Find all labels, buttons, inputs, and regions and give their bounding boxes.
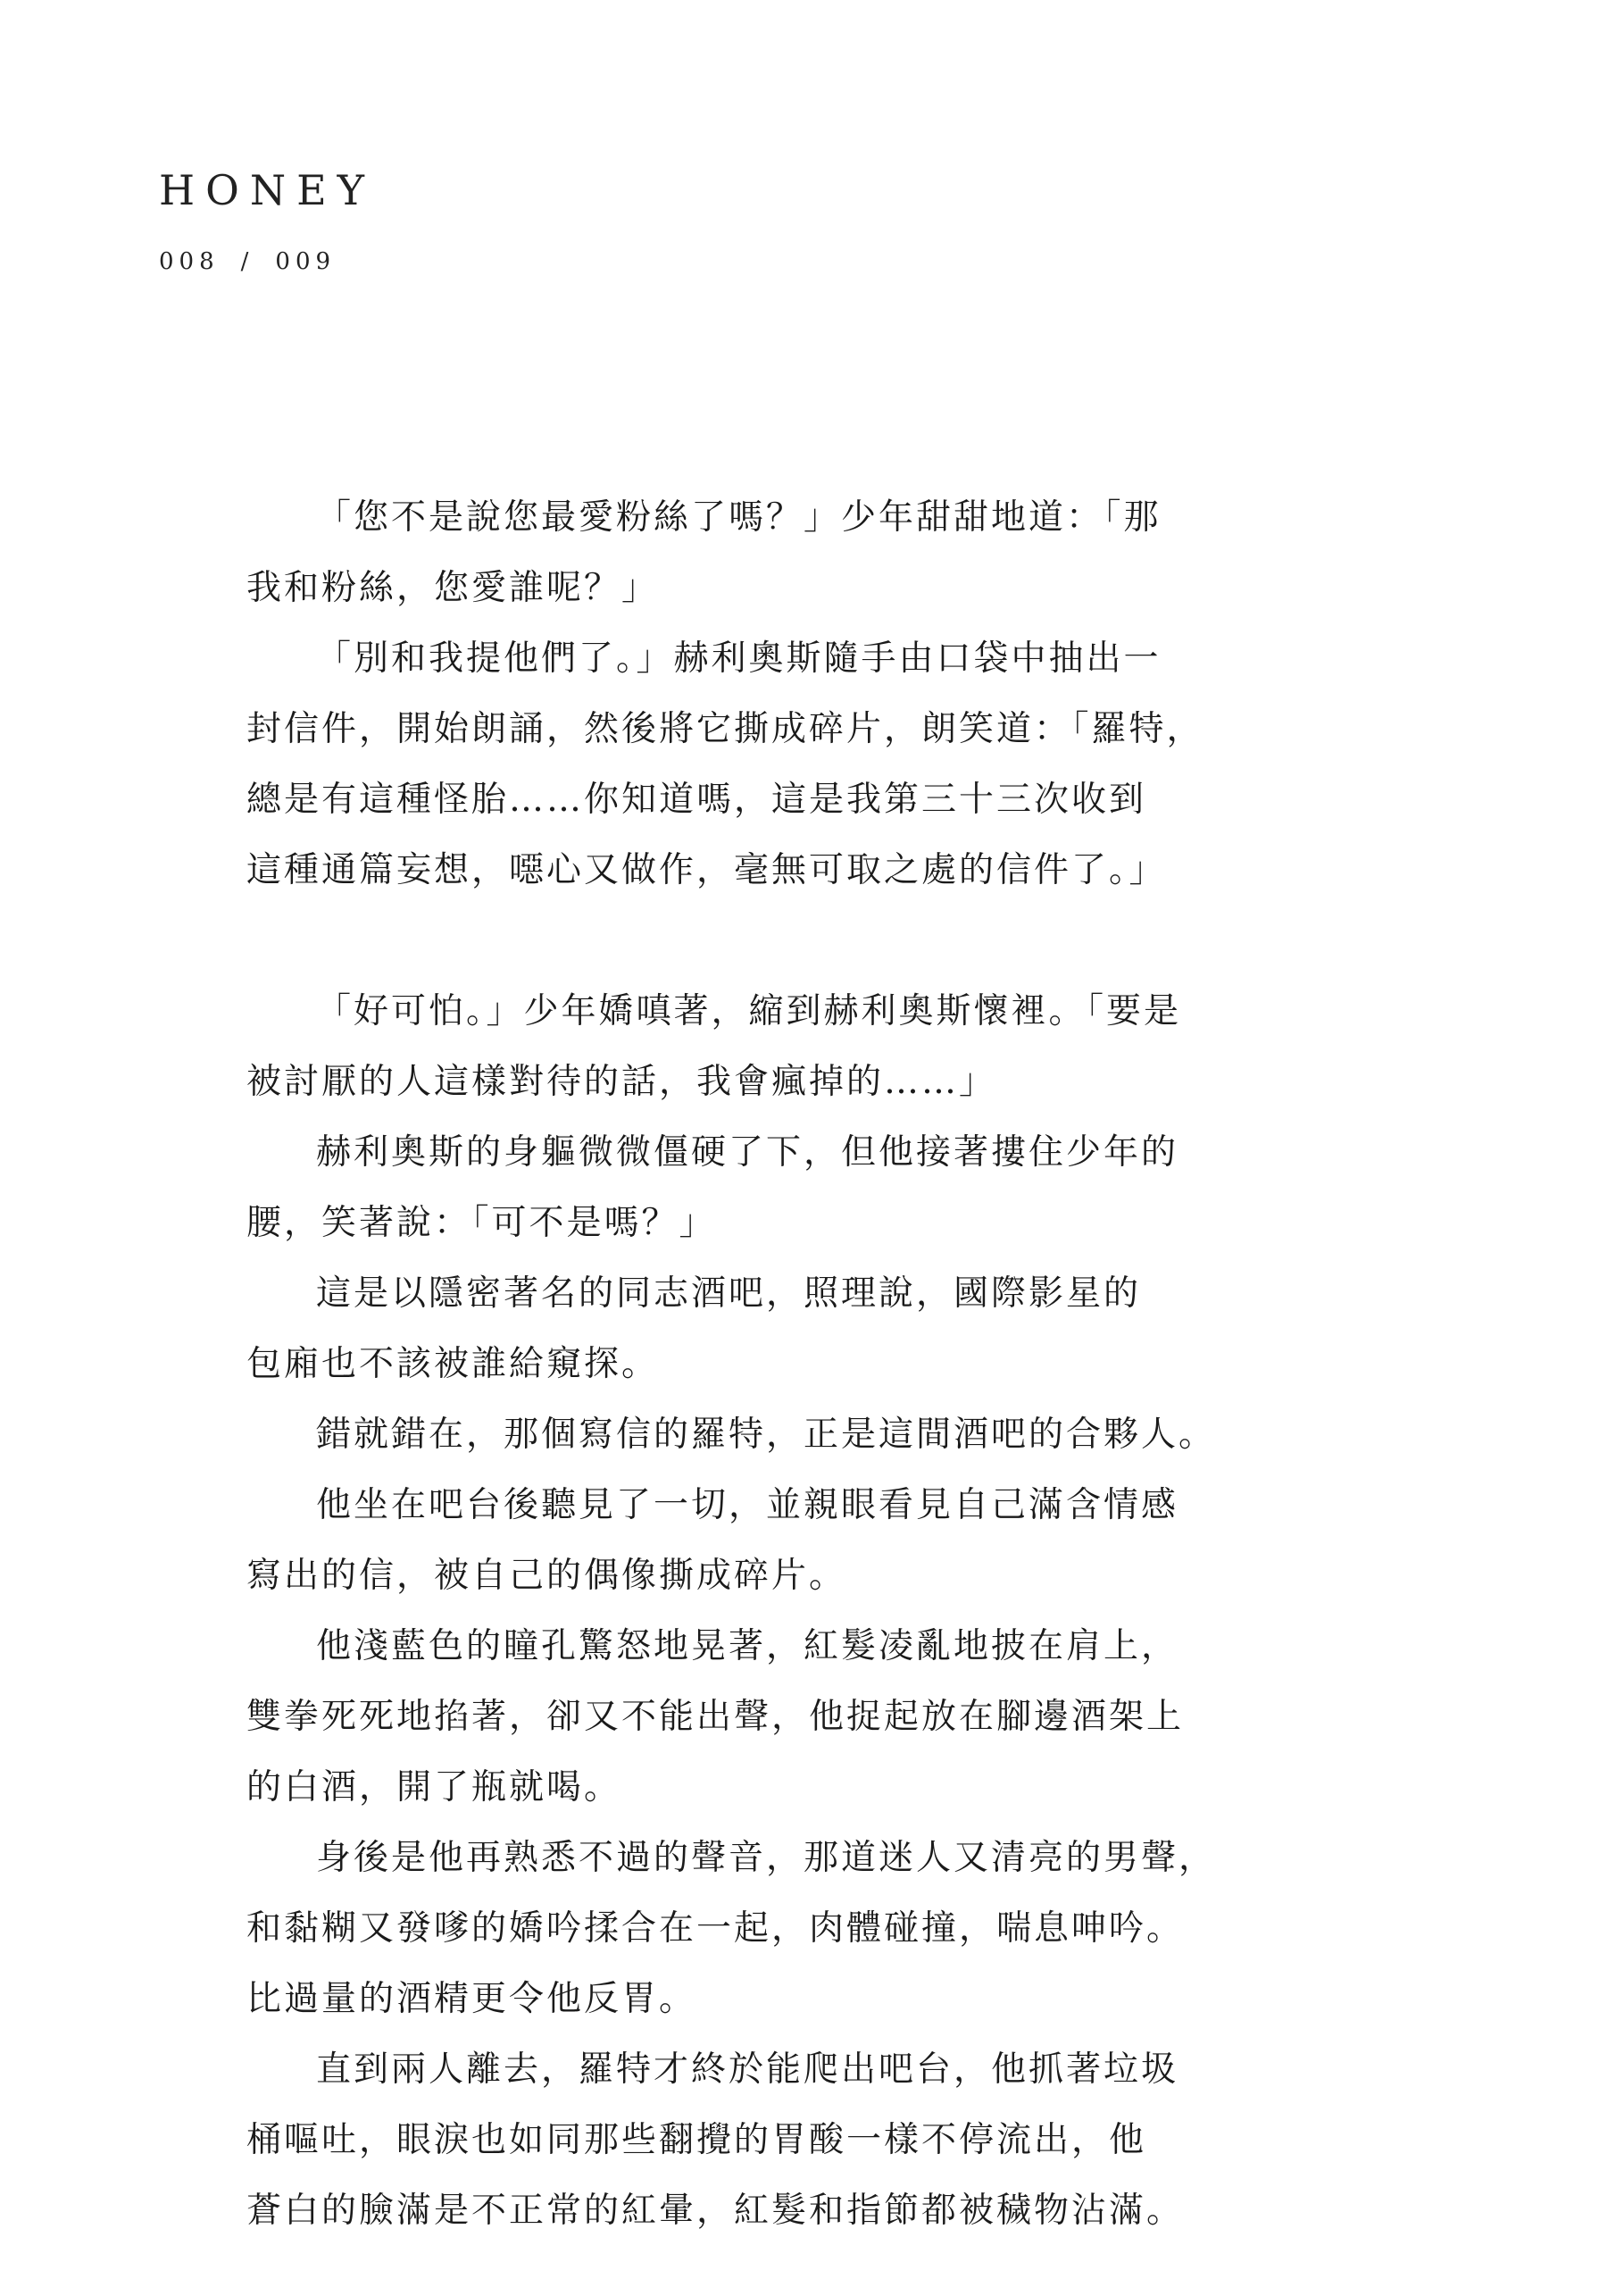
paragraph: 身後是他再熟悉不過的聲音，那道迷人又清亮的男聲， 和黏糊又發嗲的嬌吟揉合在一起，肉體碰撞，喘息呻吟。 比過量的酒精更令他反胃。 [246,1838,1217,2019]
paragraph: 錯就錯在，那個寫信的羅特，正是這間酒吧的合夥人。 [316,1415,1217,1455]
page-number-separator: / [240,248,254,275]
running-header [159,166,376,275]
paragraph: 他淺藍色的瞳孔驚怒地晃著，紅髮凌亂地披在肩上， 雙拳死死地掐著，卻又不能出聲，他捉起放在腳邊酒架上 的白酒，開了瓶就喝。 [246,1626,1185,1807]
page-number-left: 008 [159,248,220,275]
paragraph: 直到兩人離去，羅特才終於能爬出吧台，他抓著垃圾 桶嘔吐，眼淚也如同那些翻攪的胃酸一樣不停流出，他 蒼白的臉滿是不正常的紅暈，紅髮和指節都被穢物沾滿。 [246,2049,1185,2231]
paragraph: 這是以隱密著名的同志酒吧，照理說，國際影星的 包廂也不該被誰給窺探。 [246,1273,1142,1384]
page-number-right: 009 [275,248,337,275]
paragraph: 「好可怕。」少年嬌嗔著，縮到赫利奧斯懷裡。「要是 被討厭的人這樣對待的話，我會瘋掉的……」 [246,991,1182,1102]
body-text [246,482,1262,2246]
paragraph: 他坐在吧台後聽見了一切，並親眼看見自己滿含情感 寫出的信，被自己的偶像撕成碎片。 [246,1485,1179,1596]
book-title: HONEY [159,166,376,214]
paragraph: 「您不是說您最愛粉絲了嗎？」少年甜甜地道：「那 我和粉絲，您愛誰呢？」 [246,497,1162,608]
page-numbers [159,248,375,275]
paragraph: 赫利奧斯的身軀微微僵硬了下，但他接著摟住少年的 腰，笑著說：「可不是嗎？」 [246,1132,1179,1243]
paragraph: 「別和我提他們了。」赫利奧斯隨手由口袋中抽出一 封信件，開始朗誦，然後將它撕成碎片，朗笑道：「羅特， 總是有這種怪胎……你知道嗎，這是我第三十三次收到 這種通篇妄想，噁心又做作，毫無可取之處的信件了。」 [246,639,1204,890]
